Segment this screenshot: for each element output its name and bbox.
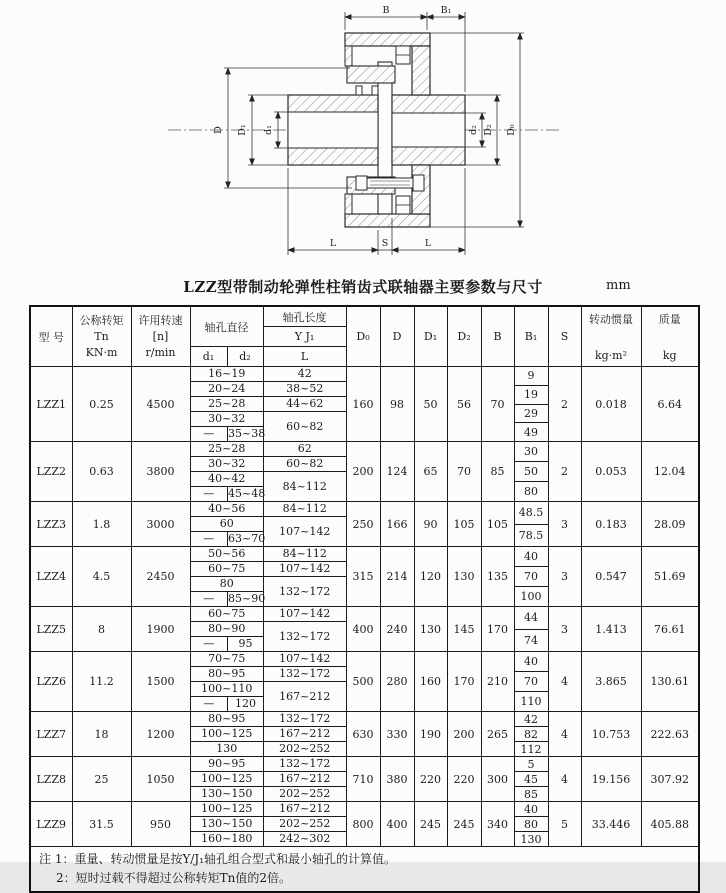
b1-group-cell (514, 757, 548, 802)
dim-d-cell: 280 (380, 652, 414, 712)
s-cell: 4 (548, 712, 581, 757)
length-cell: 132~172 (264, 667, 346, 682)
speed-cell: 1900 (131, 607, 190, 652)
bore-d2-cell: 120 (228, 697, 264, 712)
b1-value: 9 (515, 367, 548, 386)
s-cell: 4 (548, 652, 581, 712)
dim-S (378, 238, 392, 250)
bore-range-cell: 100~125 (191, 772, 264, 787)
length-cell: 167~212 (279, 689, 331, 703)
mass-cell: 130.61 (641, 652, 699, 712)
right-hub (392, 95, 465, 165)
b1-value: 45 (515, 772, 548, 787)
dim-label-l-right: L (424, 238, 432, 249)
bore-range-cell: 16~19 (191, 367, 264, 382)
col-inertia-title: 转动惯量 (589, 313, 633, 326)
length-cell: 60~82 (264, 457, 346, 472)
b1-value: 74 (524, 633, 538, 647)
b1-value: 40 (515, 652, 548, 672)
dim-d-cell: 98 (380, 367, 414, 442)
bore-range-cell: 80~90 (191, 622, 264, 637)
b1-group-cell (514, 652, 548, 712)
b1-value: 112 (520, 742, 542, 756)
bore-range-cell: 40~56 (191, 502, 264, 517)
col-D: D (380, 306, 414, 367)
inertia-cell: 0.183 (581, 502, 641, 547)
col-inertia (581, 306, 641, 367)
model-row (30, 607, 699, 652)
bore-group-cell (190, 442, 346, 502)
dim-d1-cell: 220 (414, 757, 447, 802)
dim-d0-cell: 800 (346, 802, 380, 847)
dim-label-s: S (381, 238, 389, 249)
col-inertia-unit: kg·m² (594, 349, 628, 362)
dim-label-b: B (382, 5, 390, 16)
model-cell: LZZ2 (30, 442, 72, 502)
col-B: B (481, 306, 514, 367)
dim-d-cell: 400 (380, 802, 414, 847)
length-cell: 84~112 (264, 502, 346, 517)
b1-group-cell (514, 367, 548, 442)
model-cell: LZZ3 (30, 502, 72, 547)
b1-value: 82 (515, 727, 548, 742)
bore-range-cell: 80 (191, 577, 264, 592)
b1-group-cell (514, 712, 548, 757)
col-speed-line3: r/min (145, 345, 176, 359)
dim-d-cell: 124 (380, 442, 414, 502)
dim-d2-cell: 105 (447, 502, 481, 547)
dim-d1-cell: 130 (414, 607, 447, 652)
bore-range-cell: 90~95 (191, 757, 264, 772)
b1-group-cell (514, 442, 548, 502)
speed-cell: 3000 (131, 502, 190, 547)
length-cell: 107~142 (264, 652, 346, 667)
torque-cell: 0.63 (72, 442, 131, 502)
torque-cell: 0.25 (72, 367, 131, 442)
bore-range-cell: 20~24 (191, 382, 264, 397)
dim-b-cell: 300 (481, 757, 514, 802)
b1-value: 78.5 (518, 528, 544, 542)
bore-group-cell (190, 367, 346, 442)
b1-group-cell (514, 802, 548, 847)
mass-cell: 6.64 (641, 367, 699, 442)
model-cell: LZZ6 (30, 652, 72, 712)
dim-d0-cell: 400 (346, 607, 380, 652)
mass-cell: 28.09 (641, 502, 699, 547)
bore-range-cell: 100~125 (191, 727, 264, 742)
bore-range-cell: 30~32 (191, 412, 264, 427)
notes-row (30, 847, 699, 893)
b1-value: 50 (515, 462, 548, 482)
dim-b-cell: 135 (481, 547, 514, 607)
length-cell: 167~212 (264, 802, 346, 817)
bore-group-cell (190, 547, 346, 607)
title-bar (0, 274, 726, 300)
model-cell: LZZ8 (30, 757, 72, 802)
b1-value: 5 (515, 757, 548, 772)
b1-value: 85 (524, 787, 538, 801)
b1-group-cell (514, 547, 548, 607)
s-cell: 5 (548, 802, 581, 847)
torque-cell: 11.2 (72, 652, 131, 712)
mass-cell: 12.04 (641, 442, 699, 502)
dim-d2-cell: 200 (447, 712, 481, 757)
spec-table (29, 305, 700, 893)
col-torque-line1: 公称转矩 (79, 313, 124, 327)
length-cell: 132~172 (279, 629, 331, 643)
dim-d1-cell: 90 (414, 502, 447, 547)
bore-d2-cell: 45~48 (228, 487, 266, 500)
dim-label-d1: d₁ (263, 125, 274, 135)
length-cell: 202~252 (279, 787, 331, 800)
model-row (30, 547, 699, 607)
dim-b-cell: 210 (481, 652, 514, 712)
dim-b-cell: 265 (481, 712, 514, 757)
length-cell: 107~142 (279, 524, 331, 538)
b1-group-cell (514, 502, 548, 547)
inertia-cell: 19.156 (581, 757, 641, 802)
dim-d2-cell: 170 (447, 652, 481, 712)
b1-stack (515, 502, 548, 546)
col-L: L (263, 347, 346, 367)
dim-b-cell: 105 (481, 502, 514, 547)
col-mass-title: 质量 (658, 313, 681, 326)
dim-d1-cell: 190 (414, 712, 447, 757)
bore-group-cell (190, 502, 346, 547)
dim-d1-cell: 65 (414, 442, 447, 502)
coupling-drawing (0, 0, 726, 272)
b1-stack (515, 802, 548, 846)
bore-range-cell: 70~75 (191, 652, 264, 667)
bore-range-cell: 130~150 (191, 817, 264, 832)
col-B1: B₁ (514, 306, 548, 367)
b1-value: 44 (515, 607, 548, 630)
col-bore-dia: 轴孔直径 (190, 306, 263, 347)
inertia-cell: 0.053 (581, 442, 641, 502)
torque-cell: 1.8 (72, 502, 131, 547)
b1-value: 70 (515, 672, 548, 692)
bore-d1-cell: — (191, 487, 228, 502)
bore-d1-cell: — (191, 427, 228, 442)
b1-value: 30 (515, 442, 548, 462)
bore-range-cell: 25~28 (191, 442, 264, 457)
length-cell: 242~302 (279, 832, 331, 845)
torque-cell: 31.5 (72, 802, 131, 847)
table-header (30, 306, 699, 367)
col-d1: d₁ (190, 347, 227, 367)
bore-group-cell (190, 712, 346, 757)
length-cell: 132~172 (264, 712, 346, 727)
speed-cell: 1500 (131, 652, 190, 712)
b1-value: 49 (524, 425, 538, 439)
bore-group-cell (190, 607, 346, 652)
inertia-cell: 10.753 (581, 712, 641, 757)
dim-label-d2-cap: D₂ (483, 124, 494, 136)
speed-cell: 950 (131, 802, 190, 847)
col-d2: d₂ (227, 347, 263, 367)
bore-group-cell (190, 757, 346, 802)
bore-range-cell: 60~75 (191, 607, 264, 622)
bore-range-cell: 100~125 (191, 802, 264, 817)
mass-cell: 307.92 (641, 757, 699, 802)
b1-stack (515, 547, 548, 606)
model-row (30, 802, 699, 847)
length-cell: 84~112 (264, 547, 346, 562)
dim-d2-cell: 220 (447, 757, 481, 802)
torque-cell: 25 (72, 757, 131, 802)
s-cell: 2 (548, 367, 581, 442)
dim-label-b1: B₁ (440, 5, 452, 16)
dim-b-cell: 70 (481, 367, 514, 442)
bore-d2-cell: 85~90 (228, 592, 266, 605)
b1-value: 42 (515, 712, 548, 727)
b1-stack (515, 442, 548, 501)
model-row (30, 367, 699, 442)
length-cell: 132~172 (264, 757, 346, 772)
b1-value: 130 (520, 832, 542, 846)
bore-d1-cell: — (191, 532, 228, 547)
dim-d2-cell: 245 (447, 802, 481, 847)
inertia-cell: 0.547 (581, 547, 641, 607)
torque-cell: 18 (72, 712, 131, 757)
length-cell: 167~212 (264, 772, 346, 787)
inertia-cell: 0.018 (581, 367, 641, 442)
bore-range-cell: 100~110 (191, 682, 264, 697)
model-row (30, 757, 699, 802)
length-cell: 84~112 (282, 479, 327, 493)
model-row (30, 442, 699, 502)
model-cell: LZZ5 (30, 607, 72, 652)
b1-value: 48.5 (515, 502, 548, 525)
speed-cell: 1050 (131, 757, 190, 802)
col-model: 型 号 (30, 306, 72, 367)
col-speed-line2: [n] (152, 329, 169, 343)
torque-cell: 8 (72, 607, 131, 652)
bore-range-cell: 60 (191, 517, 264, 532)
dim-label-d2: d₂ (468, 125, 479, 135)
b1-value: 100 (520, 590, 542, 603)
col-mass (641, 306, 699, 367)
unit-label: mm (606, 278, 631, 293)
inertia-cell: 1.413 (581, 607, 641, 652)
bore-d1-cell: — (191, 637, 228, 652)
dim-d2-cell: 56 (447, 367, 481, 442)
s-cell: 3 (548, 547, 581, 607)
bore-d2-cell: 63~70 (228, 532, 266, 545)
b1-stack (515, 757, 548, 801)
bore-range-cell: 30~32 (191, 457, 264, 472)
speed-cell: 3800 (131, 442, 190, 502)
dim-B (345, 5, 427, 30)
speed-cell: 1200 (131, 712, 190, 757)
dim-label-d1-cap: D₁ (237, 124, 248, 136)
col-torque-line3: KN·m (85, 345, 118, 359)
dim-b-cell: 170 (481, 607, 514, 652)
torque-cell: 4.5 (72, 547, 131, 607)
s-cell: 3 (548, 607, 581, 652)
col-D2: D₂ (447, 306, 481, 367)
bore-group-cell (190, 652, 346, 712)
col-D0: D₀ (346, 306, 380, 367)
model-row (30, 712, 699, 757)
dim-label-d-cap: D (213, 126, 224, 134)
b1-value: 80 (515, 817, 548, 832)
length-cell: 202~252 (279, 742, 331, 755)
length-cell: 202~252 (264, 817, 346, 832)
col-D1: D₁ (414, 306, 447, 367)
dim-d2-cell: 70 (447, 442, 481, 502)
dim-B1 (427, 5, 465, 92)
note-2: 2：短时过载不得超过公称转矩Tn值的2倍。 (56, 871, 292, 885)
dim-d1-cell: 50 (414, 367, 447, 442)
length-cell: 107~142 (264, 607, 346, 622)
length-cell: 167~212 (264, 727, 346, 742)
b1-value: 110 (520, 695, 542, 708)
b1-stack (515, 652, 548, 711)
dim-d0-cell: 500 (346, 652, 380, 712)
col-bore-len: 轴孔长度 (263, 306, 346, 327)
dim-label-l-left: L (329, 238, 337, 249)
s-cell: 2 (548, 442, 581, 502)
b1-group-cell (514, 607, 548, 652)
mass-cell: 405.88 (641, 802, 699, 847)
bore-range-cell: 25~28 (191, 397, 264, 412)
bore-range-cell: 130~150 (191, 787, 264, 802)
dim-d0-cell: 630 (346, 712, 380, 757)
bore-range-cell: 40~42 (191, 472, 264, 487)
bore-range-cell: 130 (191, 742, 264, 757)
dim-d0-cell: 160 (346, 367, 380, 442)
b1-stack (515, 607, 548, 651)
inertia-cell: 33.446 (581, 802, 641, 847)
dim-d-cell: 240 (380, 607, 414, 652)
length-cell: 62 (264, 442, 346, 457)
dim-d0-cell: 200 (346, 442, 380, 502)
inertia-cell: 3.865 (581, 652, 641, 712)
s-cell: 3 (548, 502, 581, 547)
dim-d1-cell: 120 (414, 547, 447, 607)
bore-d2-cell: 35~38 (228, 427, 266, 440)
table-body (30, 367, 699, 847)
model-row (30, 652, 699, 712)
length-cell: 44~62 (264, 397, 346, 412)
dim-d2-cell: 145 (447, 607, 481, 652)
b1-value: 40 (515, 802, 548, 817)
mass-cell: 76.61 (641, 607, 699, 652)
note-1: 注 1：重量、转动惯量是按Y/J₁轴孔组合型式和最小轴孔的计算值。 (39, 852, 397, 866)
dim-d1-cell: 160 (414, 652, 447, 712)
b1-stack (515, 367, 548, 441)
dim-d2-cell: 130 (447, 547, 481, 607)
col-mass-unit: kg (662, 349, 677, 362)
col-speed (131, 306, 190, 367)
model-cell: LZZ4 (30, 547, 72, 607)
length-cell: 42 (264, 367, 346, 382)
length-cell: 38~52 (264, 382, 346, 397)
b1-value: 40 (515, 547, 548, 567)
mass-cell: 51.69 (641, 547, 699, 607)
bore-d2-cell: 95 (228, 637, 264, 652)
dim-d-cell: 330 (380, 712, 414, 757)
model-row (30, 502, 699, 547)
dim-d0-cell: 710 (346, 757, 380, 802)
bore-range-cell: 80~95 (191, 667, 264, 682)
bore-range-cell: 160~180 (191, 832, 264, 847)
bore-range-cell: 80~95 (191, 712, 264, 727)
col-yj1: Y J₁ (263, 327, 346, 347)
b1-value: 70 (515, 567, 548, 587)
model-cell: LZZ1 (30, 367, 72, 442)
length-cell: 132~172 (279, 584, 331, 598)
length-cell: 60~82 (286, 419, 324, 433)
b1-value: 19 (515, 386, 548, 405)
bore-d1-cell: — (191, 592, 228, 607)
dim-d-cell: 380 (380, 757, 414, 802)
bore-group-cell (190, 802, 346, 847)
b1-value: 29 (515, 405, 548, 424)
dim-d1-cell: 245 (414, 802, 447, 847)
col-torque (72, 306, 131, 367)
bore-range-cell: 60~75 (191, 562, 264, 577)
col-speed-line1: 许用转速 (138, 313, 183, 327)
speed-cell: 4500 (131, 367, 190, 442)
page-title: LZZ型带制动轮弹性柱销齿式联轴器主要参数与尺寸 (183, 278, 543, 296)
b1-stack (515, 712, 548, 756)
dim-b-cell: 340 (481, 802, 514, 847)
dim-d-cell: 214 (380, 547, 414, 607)
dim-d-cell: 166 (380, 502, 414, 547)
dim-d0-cell: 315 (346, 547, 380, 607)
left-hub (288, 86, 378, 165)
s-cell: 4 (548, 757, 581, 802)
col-torque-line2: Tn (94, 329, 109, 343)
length-cell: 107~142 (264, 562, 346, 577)
speed-cell: 2450 (131, 547, 190, 607)
col-S: S (548, 306, 581, 367)
bore-range-cell: 50~56 (191, 547, 264, 562)
mass-cell: 222.63 (641, 712, 699, 757)
notes-cell (30, 847, 699, 893)
model-cell: LZZ9 (30, 802, 72, 847)
bore-d1-cell: — (191, 697, 228, 712)
dim-b-cell: 85 (481, 442, 514, 502)
model-cell: LZZ7 (30, 712, 72, 757)
dim-label-d0: D₀ (506, 124, 517, 136)
dim-d0-cell: 250 (346, 502, 380, 547)
b1-value: 80 (524, 485, 538, 498)
